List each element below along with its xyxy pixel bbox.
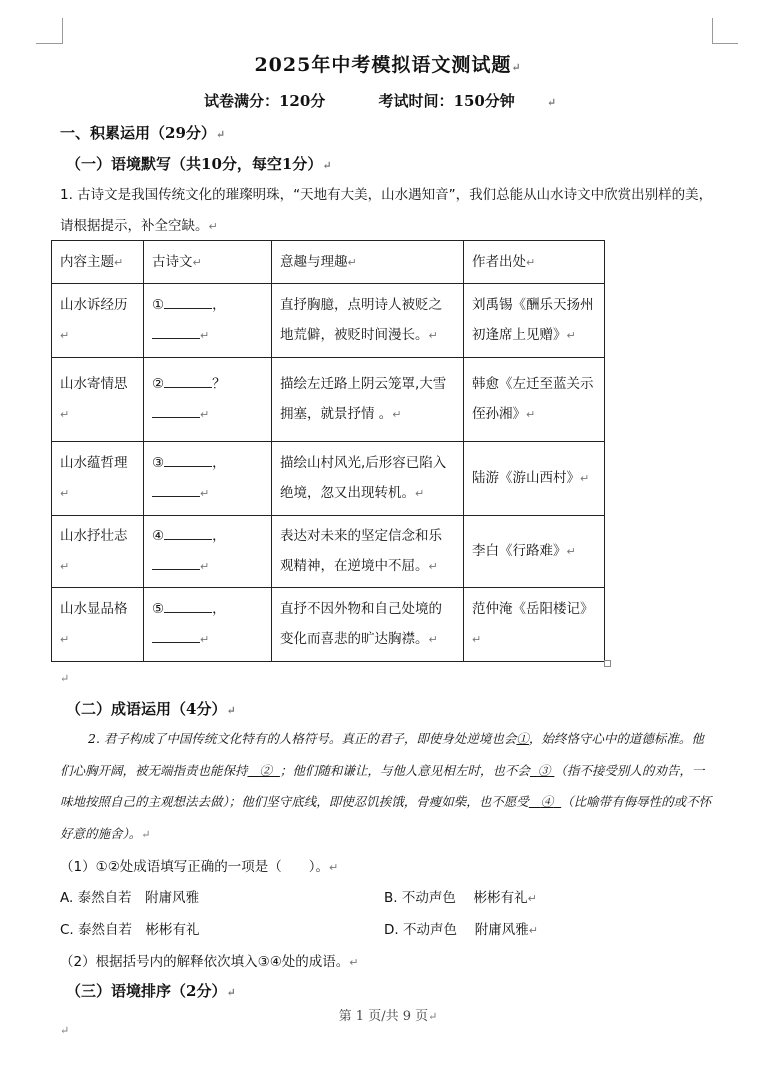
paragraph-mark: ↵ bbox=[60, 1024, 70, 1037]
crop-mark-top-right-h bbox=[712, 43, 738, 44]
table-header-cell: 意趣与理趣↵ bbox=[272, 241, 464, 284]
meaning-cell: 直抒不因外物和自己处境的变化而喜悲的旷达胸襟。↵ bbox=[272, 588, 464, 662]
option-a[interactable]: A. 泰然自若 附庸风雅 bbox=[60, 890, 200, 906]
crop-mark-top-left-v bbox=[62, 18, 63, 44]
answer-blank[interactable] bbox=[164, 596, 212, 613]
source-cell: 陆游《游山西村》↵ bbox=[464, 442, 605, 516]
blank-4[interactable]: ④ bbox=[540, 794, 554, 809]
crop-mark-top-right-v bbox=[712, 18, 713, 44]
source-cell: 范仲淹《岳阳楼记》↵ bbox=[464, 588, 605, 662]
table-header-row bbox=[52, 241, 605, 284]
theme-cell: 山水抒壮志↵ bbox=[52, 516, 144, 588]
paragraph-mark: ↵ bbox=[60, 672, 70, 685]
poem-cell: ⑤ ， ↵ bbox=[144, 588, 272, 662]
answer-blank[interactable] bbox=[164, 523, 212, 540]
table-header-cell: 古诗文↵ bbox=[144, 241, 272, 284]
blank-3[interactable]: ③ bbox=[537, 762, 551, 778]
part3-heading: （三）语境排序（2分）↵ bbox=[66, 982, 236, 1000]
sub-question-1: （1）①②处成语填写正确的一项是（ ）。↵ bbox=[60, 859, 339, 875]
question-1-text: 1. 古诗文是我国传统文化的璀璨明珠，“天地有大美，山水遇知音”，我们总能从山水诗文中欣赏出别样的美，请根据提示，补全空缺。↵ bbox=[60, 187, 713, 234]
theme-cell: 山水显品格↵ bbox=[52, 588, 144, 662]
meaning-cell: 表达对未来的坚定信念和乐观精神，在逆境中不屈。↵ bbox=[272, 516, 464, 588]
table-row bbox=[52, 358, 605, 442]
meaning-cell: 描绘山村风光,后形容已陷入绝境，忽又出现转机。↵ bbox=[272, 442, 464, 516]
theme-cell: 山水寄情思↵ bbox=[52, 358, 144, 442]
answer-blank[interactable] bbox=[152, 553, 200, 570]
score-label: 试卷满分：120分 bbox=[203, 92, 326, 110]
answer-blank[interactable] bbox=[152, 626, 200, 643]
table-row bbox=[52, 442, 605, 516]
meaning-cell: 描绘左迁路上阴云笼罩,大雪拥塞，就景抒情 。↵ bbox=[272, 358, 464, 442]
part1-heading: （一）语境默写（共10分，每空1分）↵ bbox=[66, 155, 332, 173]
theme-cell: 山水蕴哲理↵ bbox=[52, 442, 144, 516]
answer-blank[interactable] bbox=[164, 292, 212, 309]
page-title: 2025年中考模拟语文测试题↵ bbox=[254, 54, 522, 76]
blank-2[interactable]: ② bbox=[259, 762, 272, 778]
poetry-table bbox=[51, 240, 605, 662]
theme-cell: 山水诉经历↵ bbox=[52, 284, 144, 358]
poem-cell: ① ， ↵ bbox=[144, 284, 272, 358]
answer-blank[interactable] bbox=[152, 322, 200, 339]
crop-mark-top-left-h bbox=[36, 43, 62, 44]
answer-blank[interactable] bbox=[164, 371, 212, 388]
answer-blank[interactable] bbox=[152, 480, 200, 497]
part2-heading: （二）成语运用（4分）↵ bbox=[66, 700, 236, 718]
meaning-cell: 直抒胸臆，点明诗人被贬之地荒僻，被贬时间漫长。↵ bbox=[272, 284, 464, 358]
table-resize-handle[interactable] bbox=[604, 660, 611, 667]
table-row bbox=[52, 284, 605, 358]
poem-cell: ③ ， ↵ bbox=[144, 442, 272, 516]
source-cell: 韩愈《左迁至蓝关示侄孙湘》↵ bbox=[464, 358, 605, 442]
answer-blank[interactable] bbox=[152, 401, 200, 418]
option-d[interactable]: D. 不动声色 附庸风雅↵ bbox=[384, 922, 538, 938]
option-b[interactable]: B. 不动声色 彬彬有礼↵ bbox=[384, 890, 537, 906]
page-footer: 第 1 页/共 9 页↵ bbox=[338, 1009, 438, 1024]
table-row bbox=[52, 588, 605, 662]
question-2-text: 2. 君子构成了中国传统文化特有的人格符号。真正的君子，即使身处逆境也会①，始终恪守心中的道德标准。他们心胸开阔，被无端指责也能保持 ② ；他们随和谦让，与他人意见相左时，也不会 ③ （指不接受别人的劝告，一味地按照自己的主观想法去做）；他们坚守底线，即使忍饥挨饿，骨瘦如柴，也不愿受 ④ （比喻带有侮辱性的或不怀好意的施舍）。↵ bbox=[60, 731, 712, 841]
table-header-cell: 作者出处↵ bbox=[464, 241, 605, 284]
time-label: 考试时间：150分钟 ↵ bbox=[378, 92, 557, 110]
answer-blank[interactable] bbox=[164, 450, 212, 467]
table-row bbox=[52, 516, 605, 588]
source-cell: 李白《行路难》↵ bbox=[464, 516, 605, 588]
source-cell: 刘禹锡《酬乐天扬州初逢席上见赠》↵ bbox=[464, 284, 605, 358]
poem-cell: ④ ， ↵ bbox=[144, 516, 272, 588]
blank-1[interactable]: ① bbox=[516, 731, 529, 746]
table-header-cell: 内容主题↵ bbox=[52, 241, 144, 284]
sub-question-2: （2）根据括号内的解释依次填入③④处的成语。↵ bbox=[60, 954, 359, 970]
poem-cell: ② ？ ↵ bbox=[144, 358, 272, 442]
section-heading: 一、积累运用（29分）↵ bbox=[60, 124, 226, 142]
option-c[interactable]: C. 泰然自若 彬彬有礼 bbox=[60, 922, 200, 938]
exam-meta bbox=[0, 90, 776, 111]
